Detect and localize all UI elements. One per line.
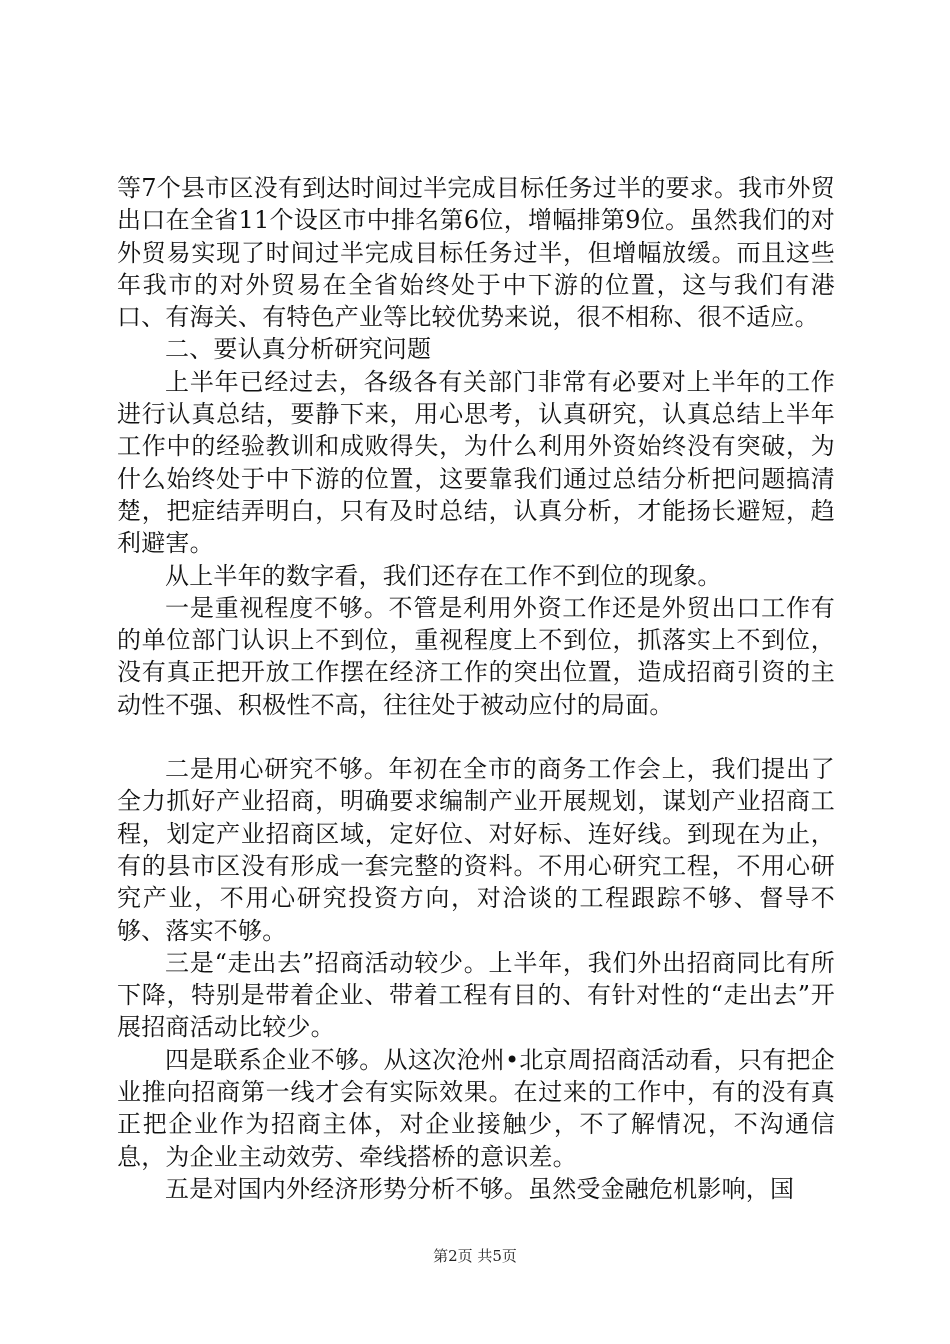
paragraph: 上半年已经过去，各级各有关部门非常有必要对上半年的工作进行认真总结，要静下来，用心思考，认真研究，认真总结上半年工作中的经验教训和成败得失，为什么利用外资始终没有突破，为什么始终处于中下游的位置，这要靠我们通过总结分析把问题搞清楚，把症结弄明白，只有及时总结，认真分析，才能扬长避短，趋利避害。 [117, 367, 835, 558]
paragraph: 五是对国内外经济形势分析不够。虽然受金融危机影响，国 [165, 1174, 795, 1203]
page-number-footer: 第2页 共5页 [433, 1247, 517, 1265]
paragraph-continuation: 等7个县市区没有到达时间过半完成目标任务过半的要求。我市外贸出口在全省11个设区市中排名第6位，增幅排第9位。虽然我们的对外贸易实现了时间过半完成目标任务过半，但增幅放缓。而且这些年我市的对外贸易在全省始终处于中下游的位置，这与我们有港口、有海关、有特色产业等比较优势来说，很不相称、很不适应。 [117, 174, 835, 332]
paragraph: 四是联系企业不够。从这次沧州•北京周招商活动看，只有把企业推向招商第一线才会有实际效果。在过来的工作中，有的没有真正把企业作为招商主体，对企业接触少，不了解情况，不沟通信息，为企业主动效劳、牵线搭桥的意识差。 [117, 1045, 835, 1171]
section-heading: 二、要认真分析研究问题 [165, 335, 432, 364]
paragraph: 三是“走出去”招商活动较少。上半年，我们外出招商同比有所下降，特别是带着企业、带着工程有目的、有针对性的“走出去”开展招商活动比较少。 [117, 948, 835, 1042]
document-body [117, 172, 835, 1205]
paragraph: 一是重视程度不够。不管是利用外资工作还是外贸出口工作有的单位部门认识上不到位，重视程度上不到位，抓落实上不到位，没有真正把开放工作摆在经济工作的突出位置，造成招商引资的主动性不强、积极性不高，往往处于被动应付的局面。 [117, 593, 835, 719]
paragraph: 从上半年的数字看，我们还存在工作不到位的现象。 [165, 561, 722, 590]
paragraph: 二是用心研究不够。年初在全市的商务工作会上，我们提出了全力抓好产业招商，明确要求编制产业开展规划，谋划产业招商工程，划定产业招商区域，定好位、对好标、连好线。到现在为止，有的县市区没有形成一套完整的资料。不用心研究工程，不用心研究产业，不用心研究投资方向，对洽谈的工程跟踪不够、督导不够、落实不够。 [117, 755, 835, 945]
